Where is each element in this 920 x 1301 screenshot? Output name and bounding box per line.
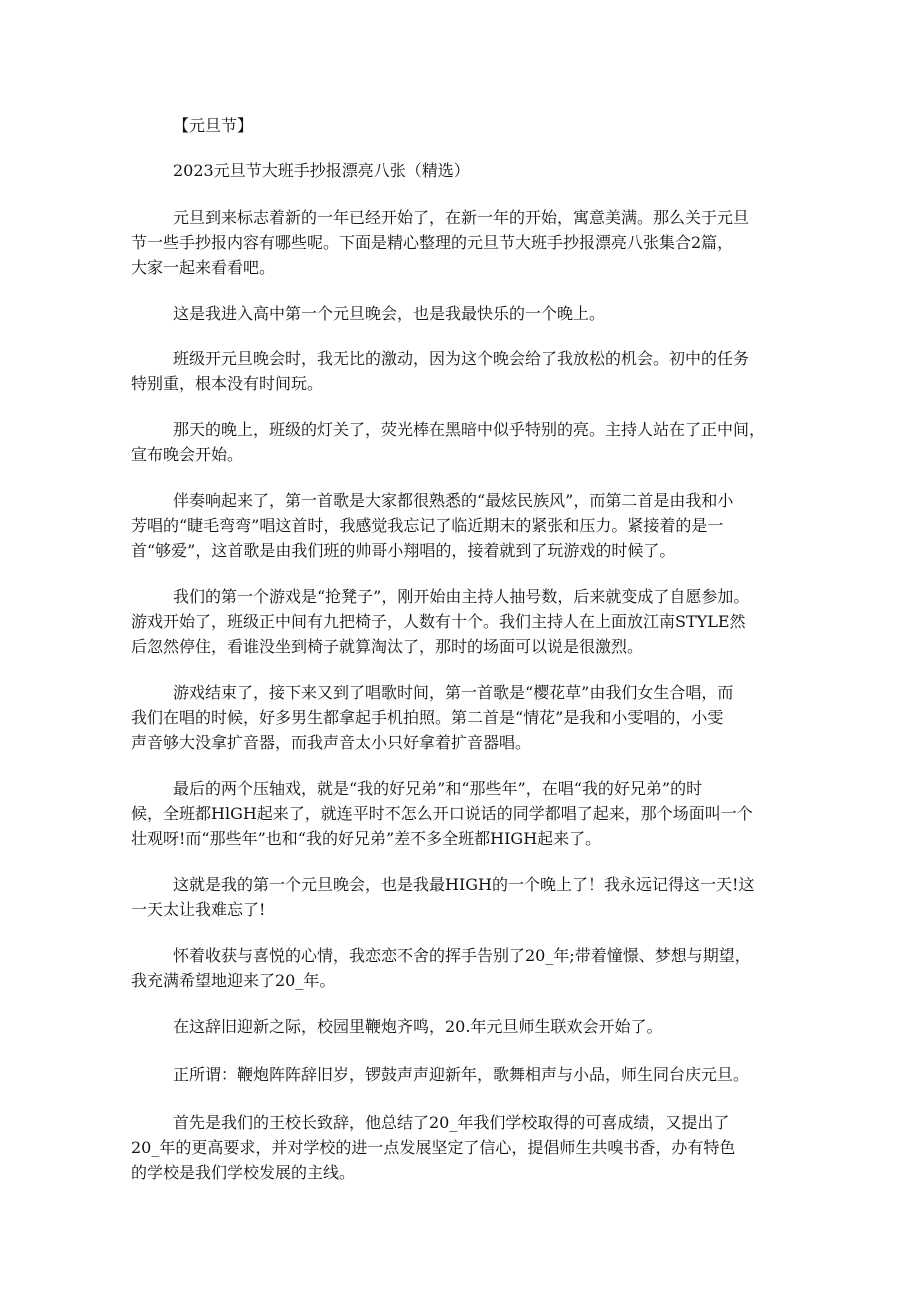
paragraph-line: 在这辞旧迎新之际，校园里鞭炮齐鸣，20.年元旦师生联欢会开始了。 [173, 1017, 663, 1036]
paragraph-line: 首先是我们的王校长致辞，他总结了20_年我们学校取得的可喜成绩，又提出了 [173, 1113, 730, 1132]
doc-title: 2023元旦节大班手抄报漂亮八张（精选） [173, 161, 470, 180]
paragraph-line: 伴奏响起来了，第一首歌是大家都很熟悉的“最炫民族风”，而第二首是由我和小 [173, 491, 734, 510]
paragraph-line: 班级开元旦晚会时，我无比的激动，因为这个晚会给了我放松的机会。初中的任务 [173, 349, 750, 368]
paragraph-line: 我们的第一个游戏是“抢凳子”，刚开始由主持人抽号数，后来就变成了自愿参加。 [173, 587, 750, 606]
paragraph-line: 最后的两个压轴戏，就是“我的好兄弟”和“那些年”，在唱“我的好兄弟”的时 [173, 779, 703, 798]
paragraph-line: 芳唱的“睫毛弯弯”唱这首时，我感觉我忘记了临近期末的紧张和压力。紧接着的是一 [131, 516, 724, 535]
paragraph-line: 这是我进入高中第一个元旦晚会，也是我最快乐的一个晚上。 [173, 304, 606, 323]
paragraph-line: 节一些手抄报内容有哪些呢。下面是精心整理的元旦节大班手抄报漂亮八张集合2篇， [131, 233, 734, 252]
paragraph-line: 大家一起来看看吧。 [131, 258, 276, 277]
paragraph-line: 特别重，根本没有时间玩。 [131, 374, 324, 393]
paragraph-line: 20_年的更高要求，并对学校的进一点发展坚定了信心，提倡师生共嗅书香，办有特色 [131, 1138, 736, 1157]
paragraph-line: 游戏开始了，班级正中间有九把椅子，人数有十个。我们主持人在上面放江南STYLE然 [131, 612, 746, 631]
paragraph-line: 后忽然停住，看谁没坐到椅子就算淘汰了，那时的场面可以说是很激烈。 [131, 637, 644, 656]
paragraph-line: 声音够大没拿扩音器，而我声音太小只好拿着扩音器唱。 [131, 733, 532, 752]
paragraph-line: 这就是我的第一个元旦晚会，也是我最HIGH的一个晚上了！我永远记得这一天!这 [173, 875, 755, 894]
paragraph-line: 壮观呀!而“那些年”也和“我的好兄弟”差不多全班都HIGH起来了。 [131, 829, 602, 848]
doc-heading: 【元旦节】 [173, 116, 254, 135]
paragraph-line: 候，全班都HlGH起来了，就连平时不怎么开口说话的同学都唱了起来，那个场面叫一个 [131, 804, 753, 823]
paragraph-line: 我充满希望地迎来了20_年。 [131, 971, 336, 990]
paragraph-line: 我们在唱的时候，好多男生都拿起手机拍照。第二首是“情花”是我和小雯唱的，小雯 [131, 708, 724, 727]
paragraph-line: 游戏结束了，接下来又到了唱歌时间，第一首歌是“樱花草”由我们女生合唱，而 [173, 683, 734, 702]
paragraph-line: 宣布晚会开始。 [131, 445, 244, 464]
paragraph-line: 的学校是我们学校发展的主线。 [131, 1163, 356, 1182]
paragraph-line: 首“够爱”，这首歌是由我们班的帅哥小翔唱的，接着就到了玩游戏的时候了。 [131, 541, 676, 560]
paragraph-line: 一天太让我难忘了! [131, 900, 266, 919]
paragraph-line: 正所谓：鞭炮阵阵辞旧岁，锣鼓声声迎新年，歌舞相声与小品，师生同台庆元旦。 [173, 1065, 750, 1084]
paragraph-line: 元旦到来标志着新的一年已经开始了，在新一年的开始，寓意美满。那么关于元旦 [173, 208, 750, 227]
paragraph-line: 怀着收获与喜悦的心情，我恋恋不舍的挥手告别了20_年;带着憧憬、梦想与期望， [173, 946, 751, 965]
paragraph-line: 那天的晚上，班级的灯关了，荧光棒在黑暗中似乎特别的亮。主持人站在了正中间， [173, 420, 766, 439]
